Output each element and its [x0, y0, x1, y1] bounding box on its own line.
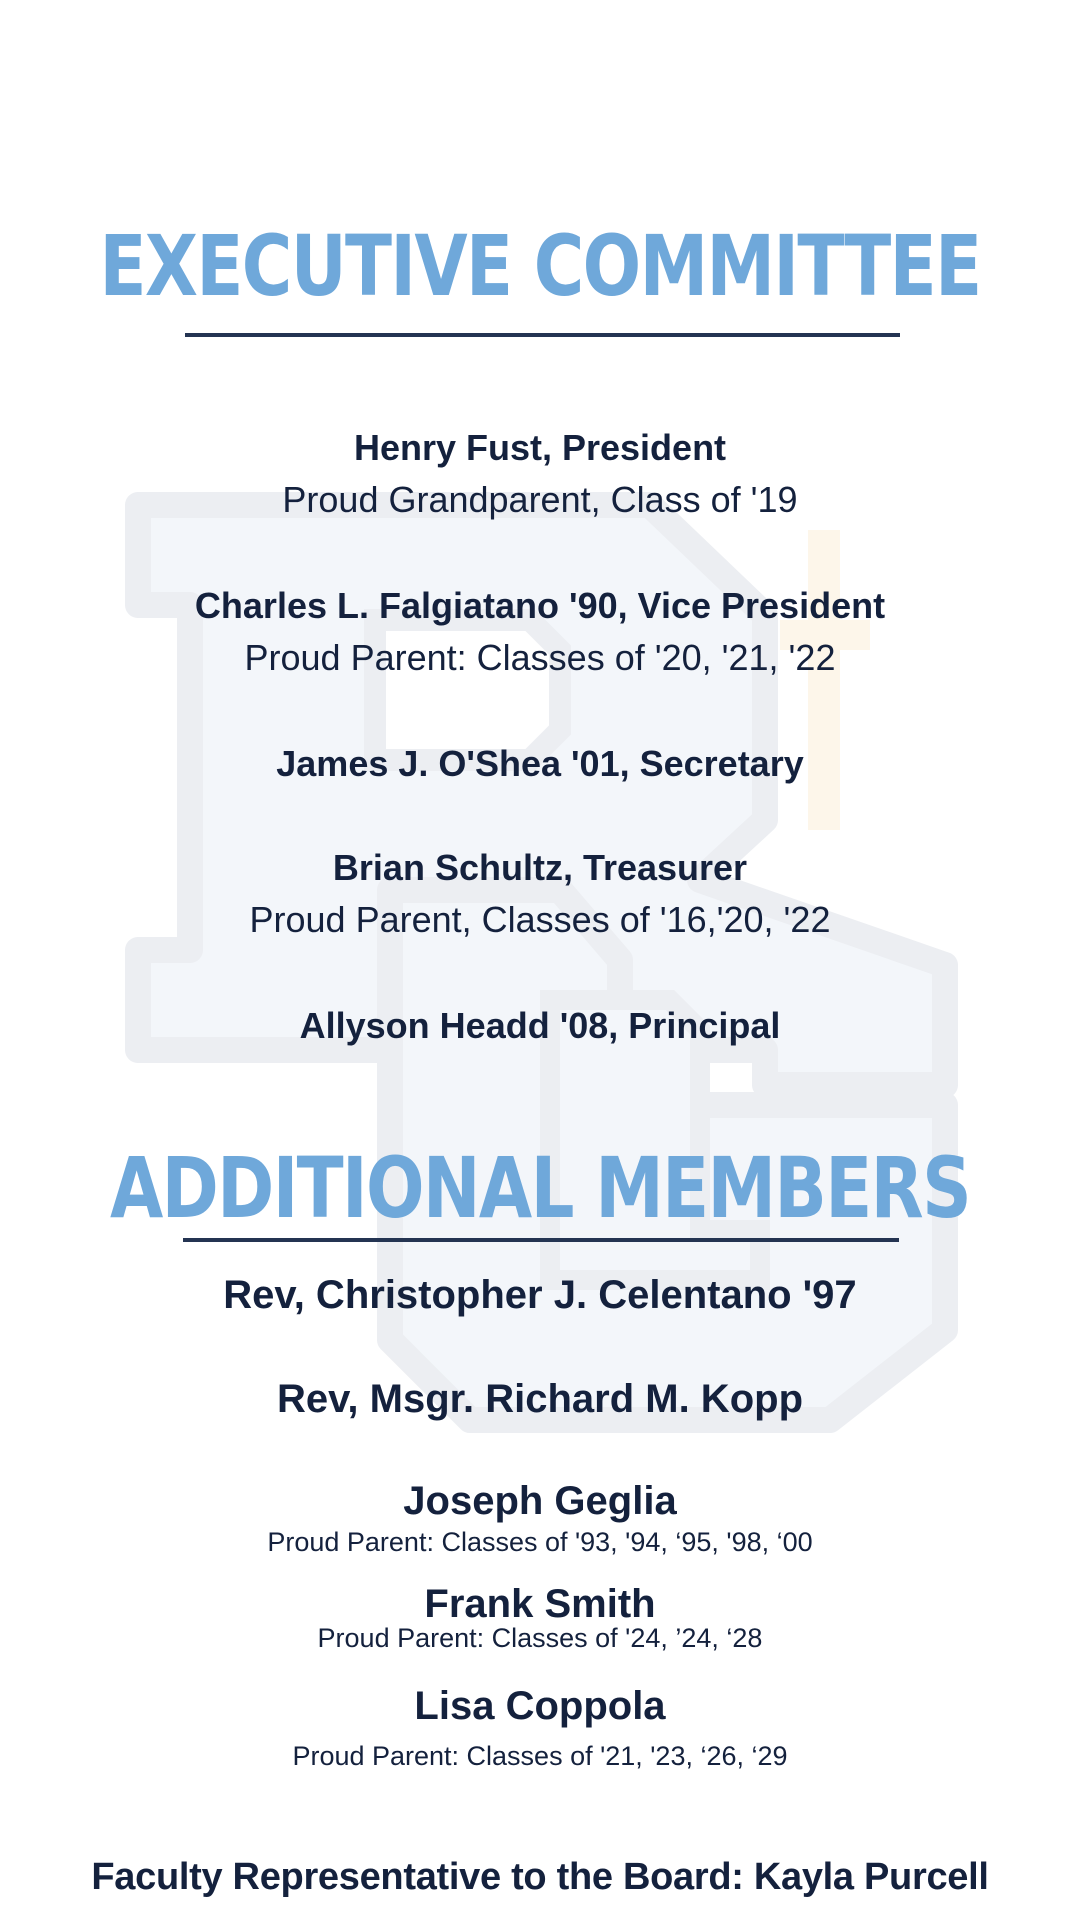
member-name: Frank Smith: [424, 1582, 656, 1626]
member-name: Rev, Christopher J. Celentano '97: [223, 1273, 857, 1317]
member-note: Proud Parent, Classes of '16,'20, '22: [249, 899, 831, 940]
member-name: Charles L. Falgiatano '90, Vice President: [194, 585, 886, 626]
member-name: Henry Fust, President: [353, 427, 727, 468]
member-note: Proud Parent: Classes of '20, '21, '22: [244, 637, 836, 678]
member-name: James J. O'Shea '01, Secretary: [276, 743, 804, 784]
member-name: Rev, Msgr. Richard M. Kopp: [277, 1377, 803, 1421]
faculty-representative: Faculty Representative to the Board: Kayla Purcell: [91, 1856, 989, 1898]
executive-committee-rule: [185, 333, 900, 337]
member-note: Proud Parent: Classes of '93, '94, ‘95, '98, ‘00: [267, 1527, 813, 1557]
member-name: Allyson Headd '08, Principal: [299, 1005, 781, 1046]
member-name: Lisa Coppola: [414, 1684, 666, 1728]
additional-members-heading: ADDITIONAL MEMBERS: [109, 1139, 971, 1237]
member-name: Joseph Geglia: [403, 1479, 677, 1523]
member-name: Brian Schultz, Treasurer: [332, 847, 748, 888]
member-note: Proud Parent: Classes of '24, ’24, ‘28: [317, 1623, 763, 1653]
executive-committee-heading: EXECUTIVE COMMITTEE: [99, 217, 981, 315]
member-note: Proud Parent: Classes of '21, '23, ‘26, ‘29: [292, 1741, 788, 1771]
additional-members-rule: [183, 1238, 899, 1242]
member-note: Proud Grandparent, Class of '19: [282, 479, 798, 520]
